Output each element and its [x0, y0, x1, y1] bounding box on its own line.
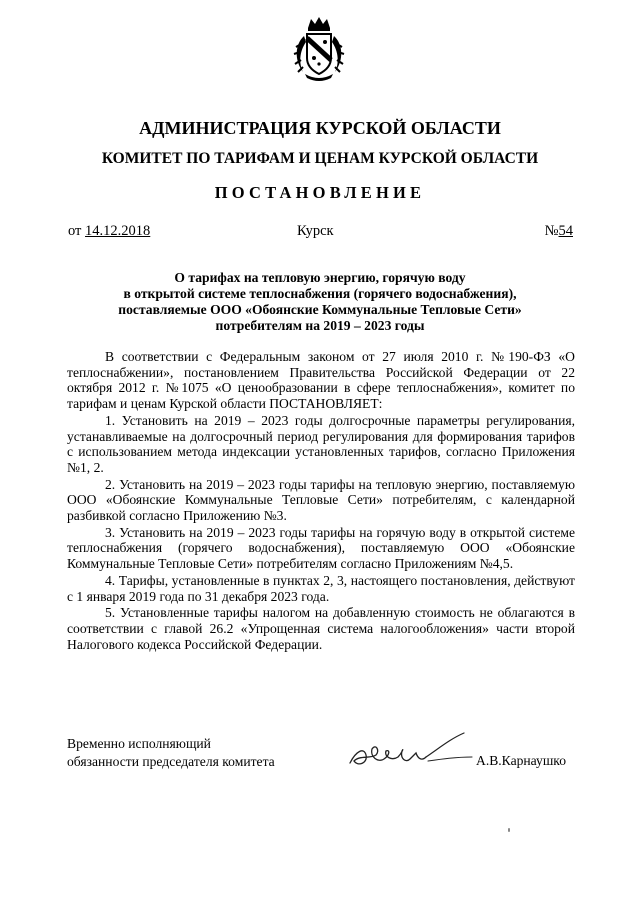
body-paragraph-preamble: В соответствии с Федеральным законом от 27 июля 2010 г. №190-ФЗ «О теплоснабжении», постановлением Правительства Российской Федерации от 22 октября 2012 г. №1075 «О ценообразовании в сфере теплоснабжения», комитет по тарифам и ценам Курской области ПОСТАНОВЛЯЕТ:: [67, 349, 575, 412]
subject-line: поставляемые ООО «Обоянские Коммунальные Тепловые Сети»: [118, 302, 522, 317]
handwritten-signature: [346, 729, 476, 773]
document-type-heading: ПОСТАНОВЛЕНИЕ: [214, 183, 426, 202]
document-number: 54: [558, 223, 573, 239]
subject-line: в открытой системе теплоснабжения (горячего водоснабжения),: [123, 286, 517, 301]
scan-speck: [508, 828, 510, 832]
document-body: [67, 349, 575, 653]
date-field: от 14.12.2018: [68, 223, 151, 239]
body-paragraph-1: 1. Установить на 2019 – 2023 годы долгосрочные параметры регулирования, устанавливаемые на долгосрочный период регулирования для формирования тарифов с использованием метода индексации установленных тарифов, согласно Приложения №1, 2.: [67, 412, 575, 475]
subject-line: потребителям на 2019 – 2023 годы: [215, 318, 425, 333]
body-paragraph-3: 3. Установить на 2019 – 2023 годы тарифы на горячую воду в открытой системе теплоснабжения (горячего водоснабжения), поставляемую ООО «Обоянские Коммунальные Тепловые Сети» потребителям согласно Приложениям №4,5.: [67, 524, 575, 572]
committee-title: КОМИТЕТ ПО ТАРИФАМ И ЦЕНАМ КУРСКОЙ ОБЛАСТИ: [101, 150, 539, 167]
signatory-position: Временно исполняющий обязанности председателя комитета: [67, 736, 275, 769]
document-subject: [60, 270, 580, 334]
document-city: Курск: [297, 223, 334, 239]
subject-line: О тарифах на тепловую энергию, горячую воду: [174, 270, 466, 285]
coat-of-arms-icon: [291, 14, 347, 82]
document-number-field: №54: [544, 223, 573, 239]
signatory-name: А.В.Карнаушко: [476, 753, 566, 768]
body-paragraph-5: 5. Установленные тарифы налогом на добавленную стоимость не облагаются в соответствии с главой 26.2 «Упрощенная система налогообложения» части второй Налогового кодекса Российской Федерации.: [67, 605, 575, 652]
body-paragraph-4: 4. Тарифы, установленные в пунктах 2, 3, настоящего постановления, действуют с 1 января 2019 года по 31 декабря 2023 года.: [67, 572, 575, 604]
document-date: 14.12.2018: [85, 223, 151, 239]
body-paragraph-2: 2. Установить на 2019 – 2023 годы тарифы на тепловую энергию, поставляемую ООО «Обоянские Коммунальные Тепловые Сети» потребителям, с календарной разбивкой согласно Приложению №3.: [67, 476, 575, 524]
administration-title: АДМИНИСТРАЦИЯ КУРСКОЙ ОБЛАСТИ: [139, 118, 501, 138]
dateline: [68, 223, 573, 245]
